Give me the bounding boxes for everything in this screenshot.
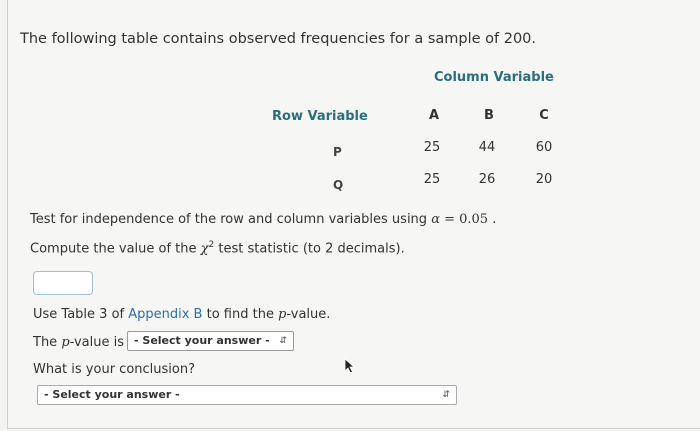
table-cell: 26 — [478, 172, 496, 187]
column-variable-header: Column Variable — [434, 70, 554, 85]
chi-square-answer-input[interactable] — [33, 271, 93, 295]
mouse-pointer-icon — [344, 358, 356, 374]
pvalue-select[interactable] — [127, 331, 294, 351]
pvalue-select-label: - Select your answer - — [134, 334, 270, 347]
column-label-a: A — [428, 108, 440, 123]
table-cell: 44 — [478, 140, 496, 155]
row-label-q: Q — [333, 178, 344, 192]
alpha-symbol: α — [431, 212, 440, 227]
independence-test-text: Test for independence of the row and column variables using α = 0.05 . — [30, 212, 497, 227]
table-cell: 60 — [535, 140, 553, 155]
conclusion-select[interactable] — [37, 385, 457, 405]
updown-arrows-icon: ⇵ — [279, 336, 287, 346]
appendix-b-link[interactable]: Appendix B — [128, 307, 203, 322]
conclusion-question: What is your conclusion? — [33, 362, 195, 377]
intro-text: The following table contains observed frequencies for a sample of 200. — [20, 31, 537, 47]
column-label-c: C — [539, 108, 549, 123]
row-variable-header: Row Variable — [272, 109, 368, 124]
compute-chi-square-text: Compute the value of the $\chi^2$ test statistic (to 2 decimals). — [30, 240, 405, 257]
table-cell: 25 — [423, 172, 441, 187]
pvalue-is-label: The p-value is — [33, 335, 125, 350]
table-cell: 20 — [535, 172, 553, 187]
chi-symbol: χ — [200, 241, 209, 257]
use-table-text: Use Table 3 of Appendix B to find the p-value. — [33, 307, 331, 322]
row-label-p: P — [333, 145, 342, 159]
table-cell: 25 — [423, 140, 441, 155]
column-label-b: B — [484, 108, 494, 123]
updown-arrows-icon: ⇵ — [442, 390, 450, 400]
conclusion-select-label: - Select your answer - — [44, 388, 180, 401]
